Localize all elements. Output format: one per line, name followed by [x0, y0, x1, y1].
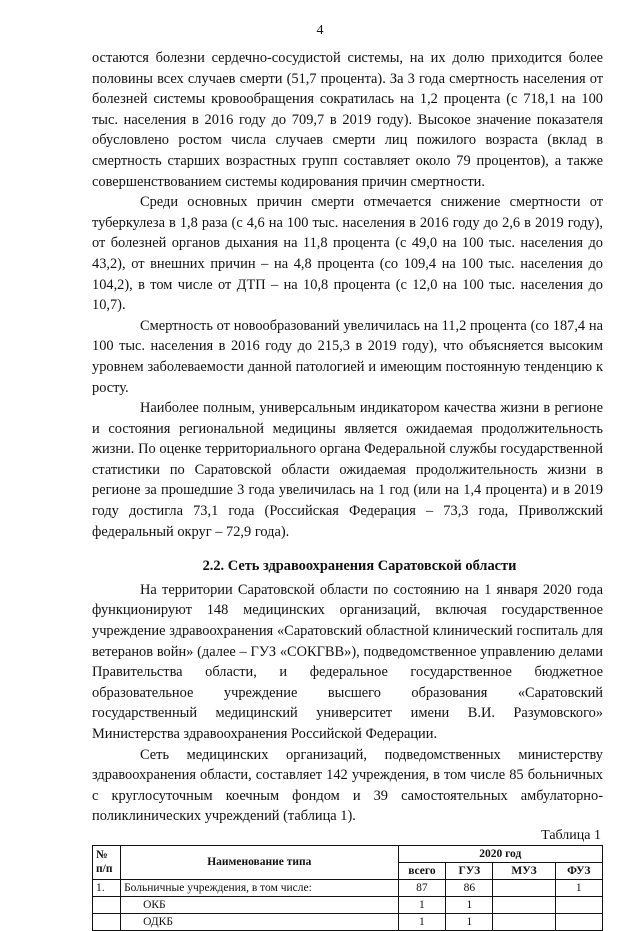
cell-total: 1 — [398, 896, 446, 913]
cell-muz — [493, 879, 555, 896]
cell-name: Больничные учреждения, в том числе: — [121, 879, 398, 896]
paragraph: Смертность от новообразований увеличилась на 11,2 процента (со 187,4 на 100 тыс. населения в 2016 году до 215,3 в 2019 году), что объясняется высоким уровнем заболеваемости данной патологией и имеющим постоянную тенденцию к росту. — [92, 317, 603, 396]
col-header-guz: ГУЗ — [446, 862, 493, 879]
cell-guz: 1 — [446, 913, 493, 930]
col-header-total: всего — [398, 862, 446, 879]
institutions-table — [92, 845, 603, 931]
table-caption: Таблица 1 — [541, 827, 601, 843]
section-heading: 2.2. Сеть здравоохранения Саратовской области — [202, 558, 517, 575]
page-number: 4 — [316, 23, 324, 38]
cell-guz: 1 — [446, 896, 493, 913]
cell-muz — [493, 913, 555, 930]
cell-fuz — [555, 913, 602, 930]
cell-name: ОКБ — [121, 896, 398, 913]
paragraph: Среди основных причин смерти отмечается снижение смертности от туберкулеза в 1,8 раза (с 4,6 на 100 тыс. населения в 2016 году до 2,6 в 2019 году), от болезней органов дыхания на 11,8 процента (с 49,0 на 100 тыс. населения до 43,2), от внешних причин – на 4,8 процента (со 109,4 на 100 тыс. населения до 104,2), в том числе от ДТП – на 10,8 процента (с 12,0 на 100 тыс. населения до 10,7). — [92, 194, 603, 314]
cell-total: 1 — [398, 913, 446, 930]
col-header-fuz: ФУЗ — [555, 862, 602, 879]
cell-name: ОДКБ — [121, 913, 398, 930]
document-body — [92, 48, 603, 931]
col-header-name: Наименование типа — [121, 845, 398, 879]
paragraph: Наиболее полным, универсальным индикатором качества жизни в регионе и состояния региональной медицины является ожидаемая продолжительность жизни. По оценке территориального органа Федеральной службы государственной статистики по Саратовской области ожидаемая продолжительность жизни в регионе за прошедшие 3 года увеличилась на 1 год (или на 1,4 процента) и в 2019 году достигла 73,1 года (Российская Федерация – 73,3 года, Приволжский федеральный округ – 72,9 года). — [92, 400, 603, 540]
cell-guz: 86 — [446, 879, 493, 896]
cell-num — [93, 913, 121, 930]
paragraph: остаются болезни сердечно-сосудистой системы, на их долю приходится более половины всех случаев смерти (51,7 процента). За 3 года смертность населения от болезней системы кровообращения сократилась на 1,2 процента (с 718,1 на 100 тыс. населения в 2016 году до 709,7 в 2019 году). Высокое значение показателя обусловлено ростом числа случаев смерти лиц пожилого возраста (вклад в смертность старших возрастных групп составляет около 79 процентов), а также совершенствованием системы кодирования причин смертности. — [92, 50, 603, 190]
paragraph: На территории Саратовской области по состоянию на 1 января 2020 года функционируют 148 медицинских организаций, включая государственное учреждение здравоохранения «Саратовский областной клинический госпиталь для ветеранов войн» (далее – ГУЗ «СОКГВВ»), подведомственное управлению делами Правительства области, и федеральное государственное бюджетное образовательное учреждение высшего образования «Саратовский государственный медицинский университет имени В.И. Разумовского» Министерства здравоохранения Российской Федерации. — [92, 581, 603, 742]
table-header-row — [93, 845, 603, 862]
col-header-muz: МУЗ — [493, 862, 555, 879]
cell-fuz: 1 — [555, 879, 602, 896]
cell-num: 1. — [93, 879, 121, 896]
cell-total: 87 — [398, 879, 446, 896]
table-row — [93, 913, 603, 930]
col-header-num: № п/п — [93, 845, 121, 879]
col-header-year: 2020 год — [398, 845, 602, 862]
paragraph: Сеть медицинских организаций, подведомственных министерству здравоохранения области, составляет 142 учреждения, в том числе 85 больничных с круглосуточным коечным фондом и 39 самостоятельных амбулаторно-поликлинических учреждений (таблица 1). — [92, 746, 603, 825]
table-row — [93, 879, 603, 896]
